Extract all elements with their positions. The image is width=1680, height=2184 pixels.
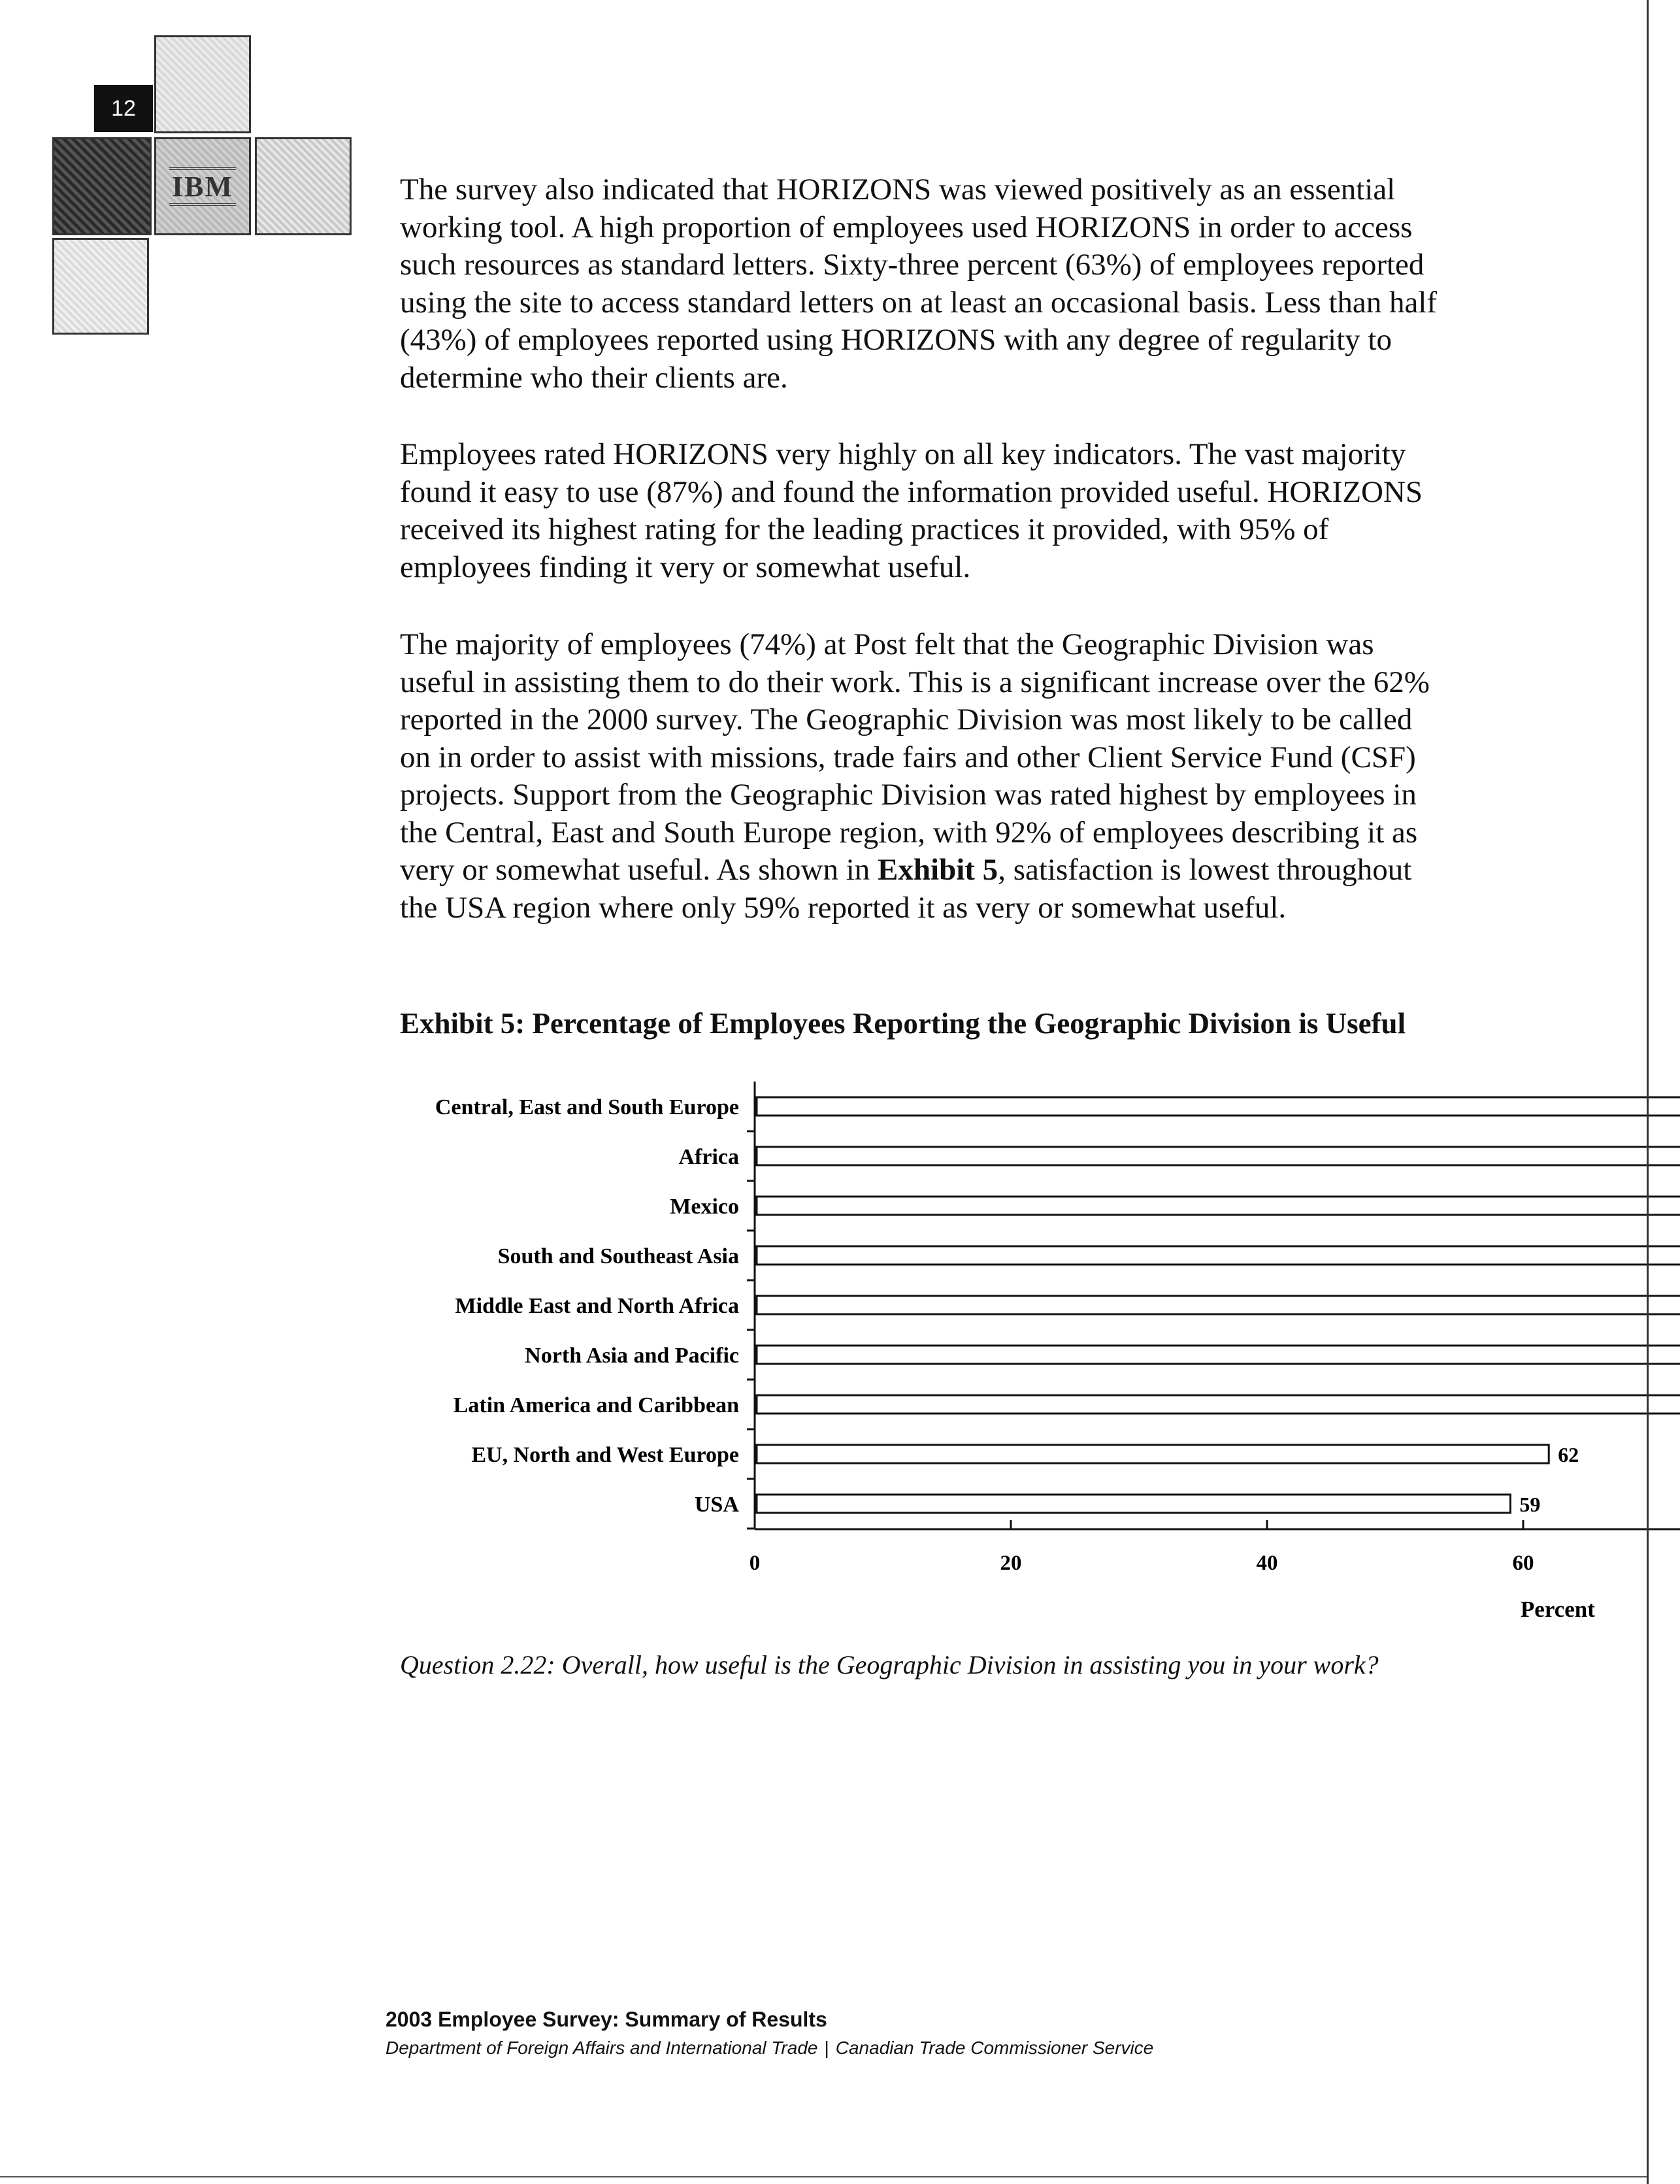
- bar: [757, 1445, 1549, 1463]
- category-label: North Asia and Pacific: [525, 1344, 739, 1368]
- bar: [757, 1346, 1680, 1364]
- category-label: Latin America and Caribbean: [453, 1393, 739, 1417]
- bar: [757, 1395, 1680, 1414]
- page-edge: [0, 2176, 1647, 2177]
- exhibit-title: Exhibit 5: Percentage of Employees Reporting the Geographic Division is Useful: [400, 1007, 1406, 1040]
- bar: [757, 1097, 1680, 1116]
- bar: [757, 1246, 1680, 1265]
- x-tick-label: 0: [749, 1551, 761, 1575]
- footer-subtitle: [386, 2038, 1153, 2059]
- page-edge: [1647, 0, 1649, 2184]
- x-tick-label: 60: [1512, 1551, 1534, 1575]
- paragraph-horizons-tool: The survey also indicated that HORIZONS was viewed positively as an essential working tool. A high proportion of employees used HORIZONS in order to access such resources as standard letters. Sixty-three percent (63%) of employees reported using the site to access standard letters on at least an occasional basis. Less than half (43%) of employees reported using HORIZONS with any degree of regularity to determine who their clients are.: [400, 173, 1438, 395]
- category-label: Africa: [678, 1145, 739, 1169]
- value-label: 62: [1558, 1443, 1579, 1466]
- paragraph-text: , satisfaction is lowest throughout the USA region where only 59% reported it as very or somewhat useful.: [400, 853, 1412, 925]
- survey-question: Question 2.22: Overall, how useful is the Geographic Division in assisting you in your work?: [400, 1650, 1379, 1679]
- paragraph-horizons-ratings: Employees rated HORIZONS very highly on all key indicators. The vast majority found it easy to use (87%) and found the information provided useful. HORIZONS received its highest rating for the leading practices it provided, with 95% of employees finding it very or somewhat useful.: [400, 437, 1423, 584]
- footer-title: 2003 Employee Survey: Summary of Results: [386, 2008, 827, 2031]
- footer-department: Department of Foreign Affairs and International Trade: [386, 2038, 818, 2058]
- category-label: South and Southeast Asia: [497, 1244, 739, 1268]
- value-label: 59: [1519, 1493, 1541, 1516]
- category-label: Central, East and South Europe: [435, 1095, 739, 1119]
- exhibit-reference: Exhibit 5: [878, 853, 998, 887]
- x-axis-title: Percent: [1520, 1597, 1595, 1622]
- logo-text: IBM: [169, 167, 236, 206]
- footer-service: Canadian Trade Commissioner Service: [835, 2038, 1154, 2058]
- category-label: USA: [694, 1493, 739, 1517]
- bar: [757, 1495, 1510, 1513]
- bar: [757, 1197, 1680, 1215]
- category-label: EU, North and West Europe: [471, 1443, 739, 1467]
- category-label: Mexico: [670, 1195, 739, 1219]
- bar: [757, 1147, 1680, 1165]
- x-tick-label: 40: [1256, 1551, 1278, 1575]
- footer-separator: |: [824, 2038, 829, 2058]
- category-label: Middle East and North Africa: [455, 1294, 739, 1318]
- page-number-badge: 12: [94, 85, 153, 132]
- paragraph-text: The majority of employees (74%) at Post felt that the Geographic Division was useful in assisting them to do their work. This is a significant increase over the 62% reported in the 2000 survey. The Geographic Division was most likely to be called on in order to assist with missions, trade fairs and other Client Service Fund (CSF) projects. Support from the Geographic Division was rated highest by employees in the Central, East and South Europe region, with 92% of employees describing it as very or somewhat useful. As shown in: [400, 627, 1430, 887]
- bar: [757, 1296, 1680, 1314]
- x-tick-label: 20: [1000, 1551, 1022, 1575]
